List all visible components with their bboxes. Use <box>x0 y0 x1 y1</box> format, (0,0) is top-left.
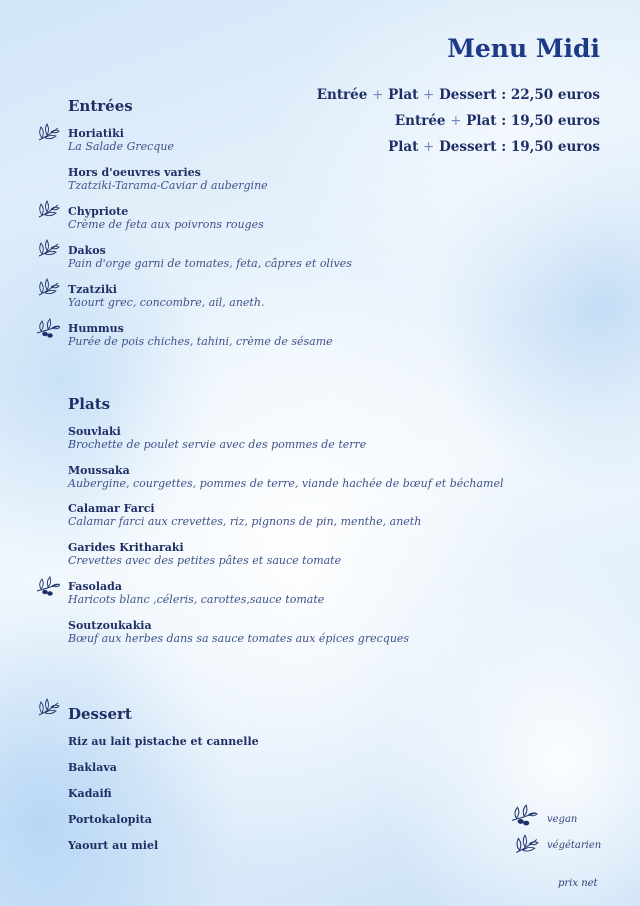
formula-part: Entrée <box>394 113 446 129</box>
item-name: Yaourt au miel <box>68 839 159 852</box>
item-name: Kadaifi <box>68 787 112 800</box>
vegetarian-icon <box>36 200 60 222</box>
item-name: Riz au lait pistache et cannelle <box>68 735 259 748</box>
formula-part: Entrée <box>316 87 368 103</box>
item-description: Purée de pois chiches, tahini, crème de sésame <box>68 335 333 348</box>
item-name: Hummus <box>68 322 124 335</box>
plus-sign: + <box>372 87 384 103</box>
item-name: Fasolada <box>68 580 122 593</box>
formula-part: Plat <box>466 113 497 129</box>
menu-item <box>68 425 608 451</box>
item-description: Bœuf aux herbes dans sa sauce tomates aux épices grecques <box>68 632 410 645</box>
menu-item <box>68 127 608 153</box>
item-name: Moussaka <box>68 464 130 477</box>
menu-item <box>68 735 608 748</box>
item-description: Crevettes avec des petites pâtes et sauce tomate <box>68 554 342 567</box>
item-description: Pain d'orge garni de tomates, feta, câpres et olives <box>68 257 352 270</box>
menu-item <box>68 464 608 490</box>
menu-item <box>68 205 608 231</box>
formula-part: Plat <box>388 87 419 103</box>
section-title-entrees: Entrées <box>68 97 133 115</box>
menu-title: Menu Midi <box>447 34 600 63</box>
item-description: Haricots blanc ,céleris, carottes,sauce tomate <box>68 593 325 606</box>
vegetarian-icon <box>36 239 60 261</box>
item-description: Tzatziki-Tarama-Caviar d aubergine <box>68 179 268 192</box>
vegetarian-icon <box>513 834 539 858</box>
menu-item <box>68 283 608 309</box>
item-name: Dakos <box>68 244 106 257</box>
menu-item <box>68 787 608 800</box>
vegetarian-icon <box>36 698 60 720</box>
legend-vegan-label: vegan <box>547 814 578 825</box>
section-title-dessert: Dessert <box>68 705 132 723</box>
formula-price: 19,50 euros <box>510 139 600 155</box>
item-name: Baklava <box>68 761 117 774</box>
item-name: Portokalopita <box>68 813 152 826</box>
vegetarian-icon <box>36 123 60 145</box>
colon: : <box>501 87 507 103</box>
vegan-icon <box>36 318 60 340</box>
vegan-icon <box>36 576 60 598</box>
plus-sign: + <box>423 87 435 103</box>
item-name: Soutzoukakia <box>68 619 152 632</box>
section-title-plats: Plats <box>68 395 111 413</box>
menu-item <box>68 166 608 192</box>
plus-sign: + <box>450 113 462 129</box>
menu-item <box>68 244 608 270</box>
formula-full <box>317 86 600 112</box>
item-name: Souvlaki <box>68 425 121 438</box>
item-name: Horiatiki <box>68 127 124 140</box>
colon: : <box>501 139 507 155</box>
item-description: La Salade Grecque <box>68 140 174 153</box>
item-description: Brochette de poulet servie avec des pommes de terre <box>68 438 367 451</box>
legend-vegetarian-label: végétarien <box>547 840 602 851</box>
vegetarian-icon <box>36 278 60 300</box>
plus-sign: + <box>423 139 435 155</box>
item-name: Tzatziki <box>68 283 117 296</box>
item-name: Hors d'oeuvres varies <box>68 166 201 179</box>
menu-item <box>68 322 608 348</box>
formula-price: 22,50 euros <box>510 87 600 103</box>
menu-item <box>68 619 608 645</box>
item-description: Yaourt grec, concombre, ail, aneth. <box>68 296 265 309</box>
menu-item <box>68 541 608 567</box>
menu-item <box>68 580 608 606</box>
item-description: Calamar farci aux crevettes, riz, pignons de pin, menthe, aneth <box>68 515 422 528</box>
formula-part: Dessert <box>439 87 497 103</box>
formula-part: Plat <box>388 139 419 155</box>
colon: : <box>501 113 507 129</box>
formula-part: Dessert <box>439 139 497 155</box>
vegan-icon <box>509 804 539 828</box>
item-name: Chypriote <box>68 205 129 218</box>
price-note: prix net <box>558 878 598 889</box>
formula-price: 19,50 euros <box>510 113 600 129</box>
item-name: Garides Kritharaki <box>68 541 184 554</box>
menu-item <box>68 761 608 774</box>
item-description: Crème de feta aux poivrons rouges <box>68 218 264 231</box>
item-name: Calamar Farci <box>68 502 155 515</box>
menu-item <box>68 502 608 528</box>
item-description: Aubergine, courgettes, pommes de terre, viande hachée de bœuf et béchamel <box>68 477 504 490</box>
